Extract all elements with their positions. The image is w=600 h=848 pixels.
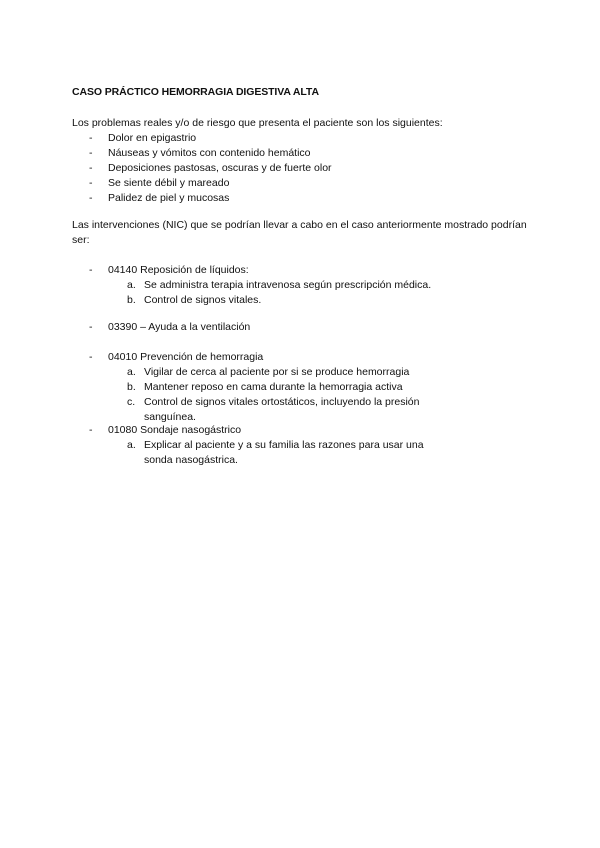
- list-item: - Deposiciones pastosas, oscuras y de fuerte olor: [89, 162, 332, 174]
- list-item: b. Mantener reposo en cama durante la hemorragia activa: [127, 381, 403, 393]
- list-item: a. Se administra terapia intravenosa según prescripción médica.: [127, 279, 432, 291]
- interventions-intro: Las intervenciones (NIC) que se podrían llevar a cabo en el caso anteriormente mostrado podrían ser:: [72, 219, 527, 246]
- problems-intro: Los problemas reales y/o de riesgo que presenta el paciente son los siguientes:: [72, 117, 443, 129]
- list-item: - Dolor en epigastrio: [89, 132, 197, 144]
- intervention-heading: - 03390 – Ayuda a la ventilación: [89, 321, 251, 333]
- list-item: - Náuseas y vómitos con contenido hemático: [89, 147, 311, 159]
- list-item: c. Control de signos vitales ortostáticos, incluyendo la presión sanguínea.: [127, 396, 420, 423]
- intervention-03390: [72, 320, 532, 335]
- intervention-sublist: [72, 365, 532, 425]
- intervention-heading: - 01080 Sondaje nasogástrico: [89, 424, 242, 436]
- list-item: - Palidez de piel y mucosas: [89, 192, 230, 204]
- intervention-heading: - 04010 Prevención de hemorragia: [89, 351, 264, 363]
- document-title: CASO PRÁCTICO HEMORRAGIA DIGESTIVA ALTA: [72, 86, 319, 98]
- intervention-04140: [72, 263, 532, 308]
- list-item: a. Explicar al paciente y a su familia las razones para usar una sonda nasogástrica.: [127, 439, 424, 466]
- intervention-01080: [72, 423, 532, 468]
- problems-list: [72, 131, 332, 206]
- intervention-heading: - 04140 Reposición de líquidos:: [89, 264, 249, 276]
- intervention-04010: [72, 350, 532, 425]
- list-item: a. Vigilar de cerca al paciente por si se produce hemorragia: [127, 366, 410, 378]
- list-item: - Se siente débil y mareado: [89, 177, 230, 189]
- intervention-sublist: [72, 438, 532, 468]
- intervention-sublist: [72, 278, 532, 308]
- list-item: b. Control de signos vitales.: [127, 294, 262, 306]
